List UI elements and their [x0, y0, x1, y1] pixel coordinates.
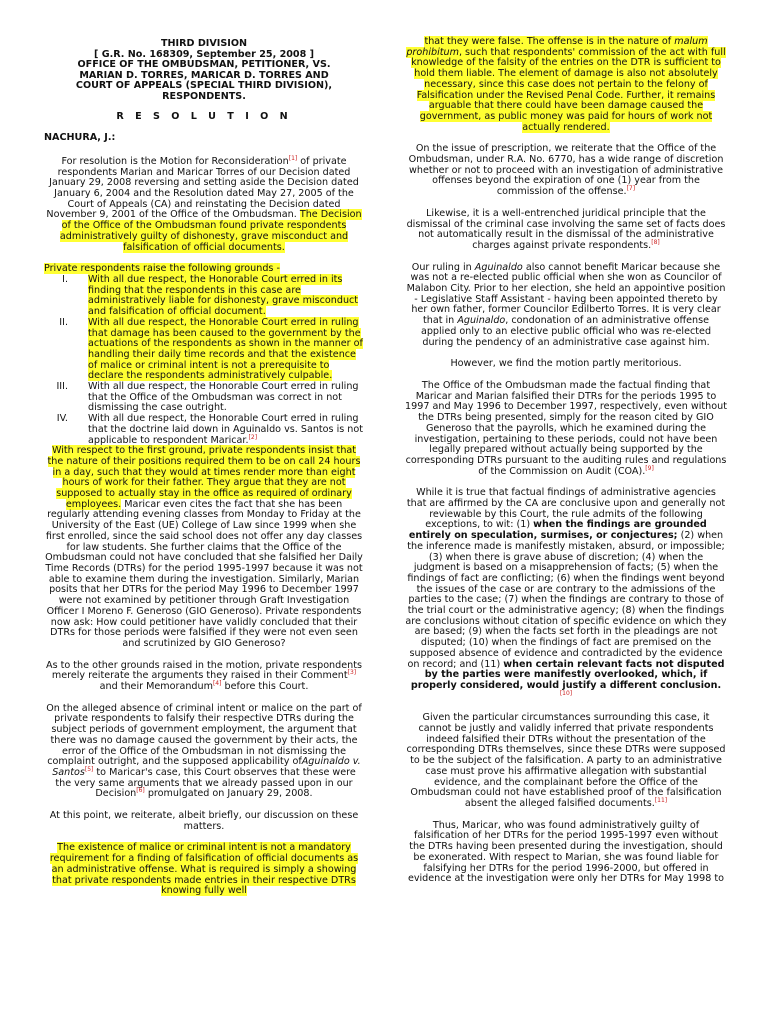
- case-parties-line: RESPONDENTS.: [162, 90, 246, 102]
- paragraph: Thus, Maricar, who was found administratively guilty of falsification of her DTRs for the period 1995-1997 even without the DTRs having been presented during the investigation, should be exonerated. With respect to Marian, she was found liable for falsifying her DTRs for the period 1996-2000, but offered in evidence at the investigation were only her DTRs for May 1998 to: [407, 819, 725, 885]
- resolution-title: R E S O L U T I O N: [116, 110, 292, 122]
- paragraph: As to the other grounds raised in the motion, private respondents merely reiterate the arguments they raised in their Comment[3] and their Memorandum[4] before this Court.: [46, 659, 362, 693]
- highlighted-text: The existence of malice or criminal intent is not a mandatory requirement for a finding of falsification of official documents as an administrative offense. What is required is simply a showing that private respondents made entries in their respective DTRs knowing fully well: [49, 842, 359, 897]
- ground-item: IV. With all due respect, the Honorable Court erred in ruling that the doctrine laid down in Aguinaldo vs. Santos is not applicable to respondent Maricar.[2]: [56, 413, 364, 446]
- right-column: [405, 37, 727, 885]
- case-header: [44, 39, 364, 103]
- left-column: [44, 0, 364, 897]
- footnote-ref[interactable]: [10]: [559, 689, 573, 697]
- ground-item: III. With all due respect, the Honorable Court erred in ruling that the Office of the Ombudsman was correct in not dismissing the case outright.: [56, 381, 359, 414]
- paragraph: Our ruling in Aguinaldo also cannot benefit Maricar because she was not a re-elected public official when she won as Councilor of Malabon City. Prior to her election, she held an appointive position - Legislative Staff Assistant - having been appointed thereto by her own father, former Councilor Edilberto Torres. It is very clear that in Aguinaldo, condonation of an administrative offense applied only to an elective public official who was re-elected during the pendency of an administrative case against him.: [406, 261, 726, 348]
- paragraph: The Office of the Ombudsman made the factual finding that Maricar and Marian falsified their DTRs for the periods 1995 to 1997 and May 1996 to December 1997, respectively, even without the DTRs being presented, simply for the reason cited by GIO Generoso that the payrolls, which he examined during the investigation, pertaining to these periods, could not have been legally prepared without actually being supported by the corresponding DTRs pursuant to the auditing rules and regulations of the Commission on Audit (COA).[9]: [405, 379, 727, 477]
- footnote-ref[interactable]: [4]: [212, 679, 222, 687]
- paragraph: With respect to the first ground, private respondents insist that the nature of their positions required them to be on call 24 hours in a day, such that they would at times render more than eight hours of work for their father. They argue that they are not supposed to actually stay in the office as required of ordinary employees. Maricar even cites the fact that she has been regularly attending evening classes from Monday to Friday at the University of the East (UE) College of Law since 1999 when she first enrolled, since the said school does not offer any day classes for law students. She further claims that the Office of the Ombudsman could not have concluded that she falsified her Daily Time Records (DTRs) for the period 1995-1997 because it was not able to examine them during the investigation. Similarly, Marian posits that her DTRs for the period May 1996 to December 1997 were not examined by petitioner through Graft Investigation Officer I Moreno F. Generoso (GIO Generoso). Private respondents now ask: How could petitioner have validly concluded that their DTRs for those periods were falsified if they were not even seen and scrutinized by GIO Generoso?: [45, 445, 363, 649]
- paragraph: At this point, we reiterate, albeit briefly, our discussion on these matters.: [49, 810, 359, 832]
- paragraph: On the alleged absence of criminal intent or malice on the part of private respondents to falsify their respective DTRs during the subject periods of government employment, the argument that there was no damage caused the government by their acts, the error of the Office of the Ombudsman in not dismissing the complaint outright, and the supposed applicability ofAguinaldo v. Santos[5] to Maricar's case, this Court observes that these were the very same arguments that we already passed upon in our Decision[6] promulgated on January 29, 2008.: [46, 702, 362, 800]
- highlighted-text: The Decision of the Office of the Ombudsman found private respondents administratively guilty of dishonesty, grave misconduct and falsification of official documents.: [59, 209, 362, 253]
- ground-item: II. With all due respect, the Honorable Court erred in ruling that damage has been caused to the government by the actuations of the respondents as shown in the manner of handling their daily time records and that the existence of malice or criminal intent is not a prerequisite to declare the respondents administratively culpable.: [59, 316, 363, 382]
- footnote-ref[interactable]: [6]: [136, 787, 145, 795]
- paragraph: [44, 843, 364, 897]
- ponente: NACHURA, J.:: [44, 132, 116, 144]
- footnote-ref[interactable]: [9]: [645, 464, 654, 472]
- case-parties-line: COURT OF APPEALS (SPECIAL THIRD DIVISION),: [75, 80, 333, 92]
- footnote-ref[interactable]: [1]: [288, 154, 298, 162]
- paragraph: However, we find the motion partly meritorious.: [450, 358, 682, 370]
- paragraph: While it is true that factual findings of administrative agencies that are affirmed by the CA are conclusive upon and generally not reviewable by this Court, the rule admits of the following exceptions, to wit: (1) when the findings are grounded entirely on speculation, surmises, or conjectures; (2) when the inference made is manifestly mistaken, absurd, or impossible; (3) when there is grave abuse of discretion; (4) when the judgment is based on a misapprehension of facts; (5) when the findings of fact are conflicting; (6) when the findings went beyond the issues of the case or are contrary to the admissions of the parties to the case; (7) when the findings are contrary to those of the trial court or the administrative agency; (8) when the findings are conclusions without citation of specific evidence on which they are based; (9) when the facts set forth in the pleadings are not disputed; (10) when the findings of fact are premised on the supposed absence of evidence and contradicted by the evidence on record; and (11) when certain relevant facts not disputed by the parties were manifestly overlooked, which, if properly considered, would justify a different conclusion.[10]: [405, 487, 727, 697]
- footnote-ref[interactable]: [7]: [626, 184, 636, 192]
- paragraph: On the issue of prescription, we reiterate that the Office of the Ombudsman, under R.A. No. 6770, has a wide range of discretion whether or not to proceed with an investigation of administrative offenses beyond the expiration of one (1) year from the commission of the offense.[7]: [408, 143, 724, 198]
- grounds-intro: Private respondents raise the following grounds -: [44, 263, 280, 275]
- footnote-ref[interactable]: [5]: [84, 765, 94, 773]
- paragraph: For resolution is the Motion for Reconsideration[1] of private respondents Marian and Maricar Torres of our Decision dated January 29, 2008 reversing and setting aside the Decision dated January 6, 2004 and the Resolution dated May 27, 2005 of the Court of Appeals (CA) and reinstating the Decision dated November 9, 2001 of the Office of the Ombudsman. The Decision of the Office of the Ombudsman found private respondents administratively guilty of dishonesty, grave misconduct and falsification of official documents.: [46, 154, 362, 253]
- footnote-ref[interactable]: [8]: [651, 238, 660, 246]
- ground-item: I. With all due respect, the Honorable Court erred in its finding that the respondents in this case are administratively liable for dishonesty, grave misconduct and falsification of official document.: [62, 274, 359, 318]
- case-number: [ G.R. No. 168309, September 25, 2008 ]: [93, 48, 314, 60]
- paragraph: that they were false. The offense is in the nature of malum prohibitum, such that respondents' commission of the act with full knowledge of the falsity of the entries on the DTR is sufficient to hold them liable. The element of damage is also not absolutely necessary, since this case does not pertain to the felony of Falsification under the Revised Penal Code. Further, it remains arguable that there could have been damage caused the government, as public money was paid for hours of work not actually rendered.: [406, 36, 726, 133]
- case-parties-line: MARIAN D. TORRES, MARICAR D. TORRES AND: [79, 69, 329, 81]
- paragraph: Likewise, it is a well-entrenched juridical principle that the dismissal of the criminal case involving the same set of facts does not automatically result in the dismissal of the administrative charges against private respondents.[8]: [406, 207, 726, 251]
- paragraph: Given the particular circumstances surrounding this case, it cannot be justly and validly inferred that private respondents indeed falsified their DTRs without the presentation of the corresponding DTRs themselves, since these DTRs were supposed to be the subject of the falsification. A party to an administrative case must prove his affirmative allegation with substantial evidence, and the complainant before the Office of the Ombudsman could not have established proof of the falsification absent the alleged falsified documents.[11]: [406, 712, 726, 809]
- footnote-ref[interactable]: [2]: [248, 433, 258, 441]
- footnote-ref[interactable]: [3]: [347, 669, 357, 677]
- highlighted-text: With respect to the first ground, private respondents insist that the nature of their positions required them to be on call 24 hours in a day, such that they would at times render more than eight hours of work for their father. They argue that they are not supposed to actually stay in the office as required of ordinary employees.: [47, 445, 361, 510]
- footnote-ref[interactable]: [11]: [654, 796, 668, 804]
- case-parties-line: OFFICE OF THE OMBUDSMAN, PETITIONER, VS.: [77, 59, 331, 71]
- division-label: THIRD DIVISION: [160, 38, 248, 49]
